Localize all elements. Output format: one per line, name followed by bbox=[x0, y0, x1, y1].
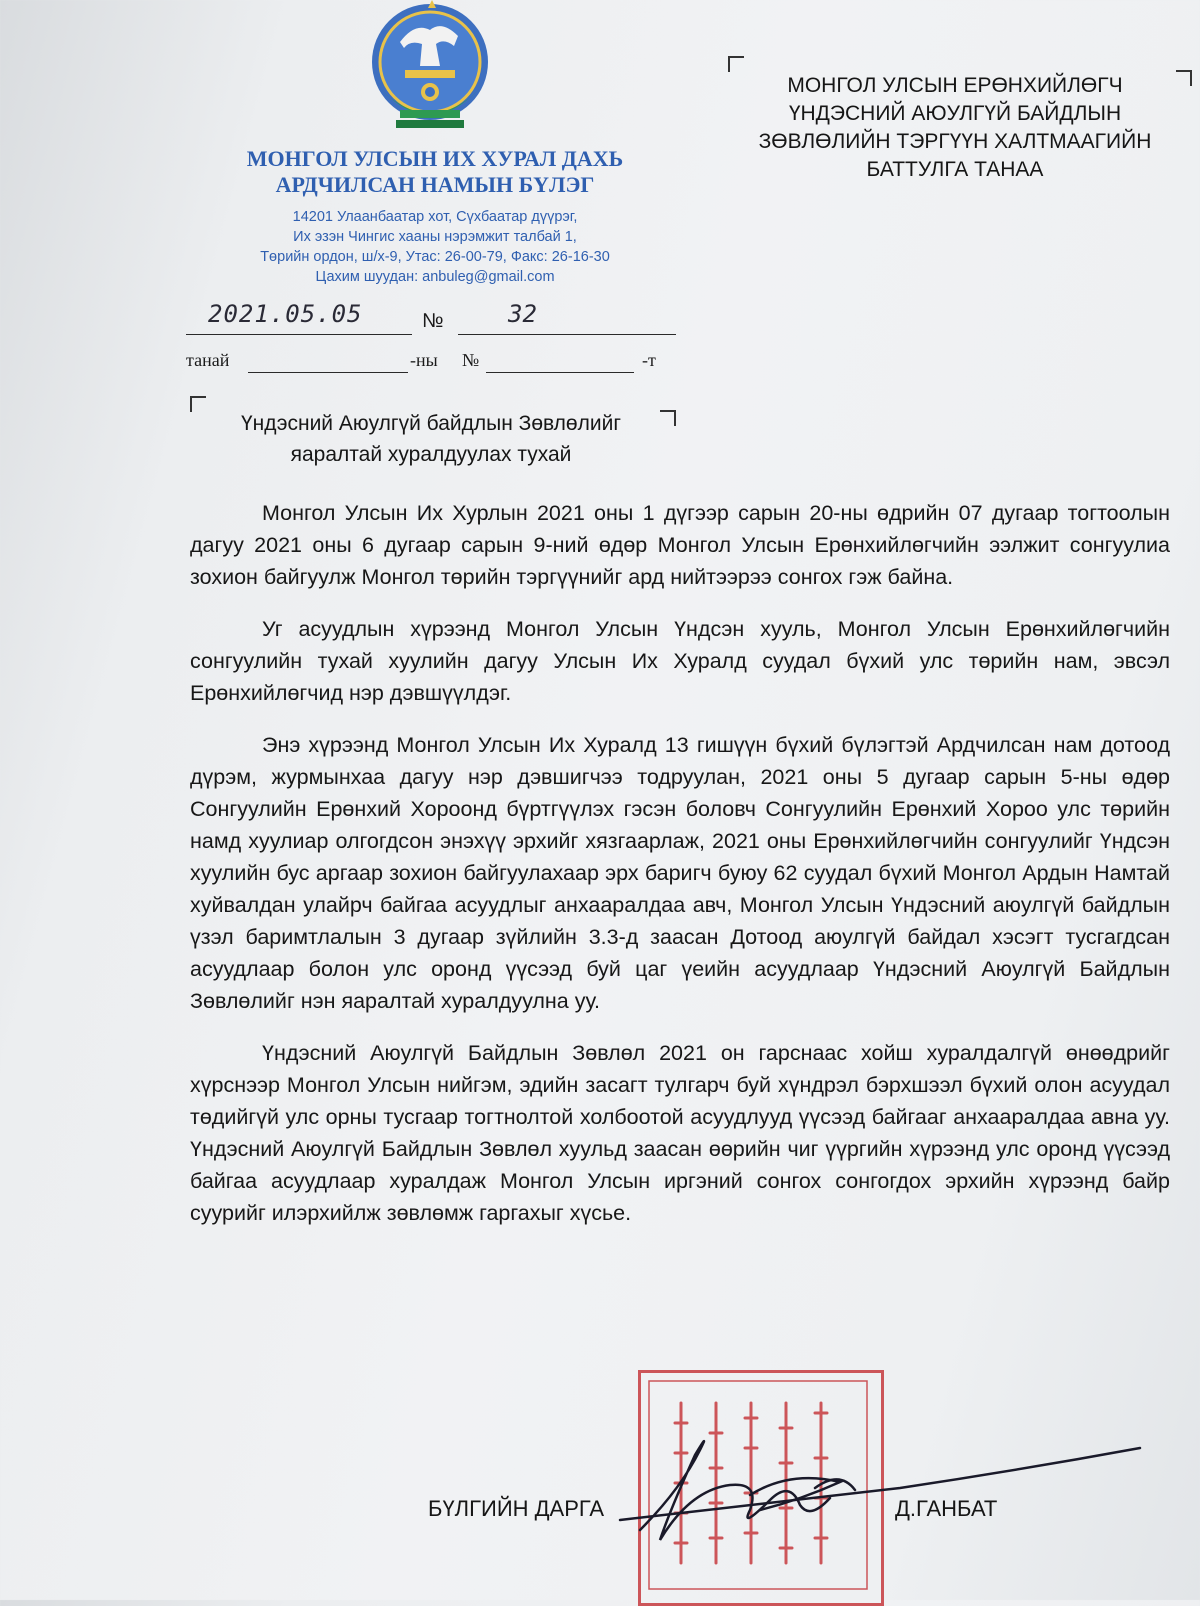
organization-name-line2: АРДЧИЛСАН НАМЫН БҮЛЭГ bbox=[275, 172, 595, 197]
address-line: Төрийн ордон, ш/х-9, Утас: 26-00-79, Факс: 26-16-30 bbox=[260, 249, 610, 265]
number-blank-line bbox=[458, 334, 676, 335]
letter-subject bbox=[186, 408, 676, 470]
ny-label: -ны bbox=[410, 350, 438, 370]
letter-number: 32 bbox=[508, 300, 537, 328]
organization-name bbox=[190, 146, 680, 198]
t-label: -т bbox=[642, 350, 656, 370]
subject-line1: Үндэсний Аюулгүй байдлын Зөвлөлийг bbox=[241, 412, 621, 435]
your-number-blank bbox=[486, 372, 634, 373]
addressee-line: ҮНДЭСНИЙ АЮУЛГҮЙ БАЙДЛЫН bbox=[788, 102, 1122, 125]
handwritten-signature bbox=[600, 1370, 1160, 1570]
addressee-line: МОНГОЛ УЛСЫН ЕРӨНХИЙЛӨГЧ bbox=[787, 74, 1123, 97]
reply-reference-line bbox=[186, 350, 676, 380]
address-line: Их эзэн Чингис хааны нэрэмжит талбай 1, bbox=[293, 229, 577, 245]
ref-number-label: № bbox=[462, 350, 480, 370]
state-emblem-icon bbox=[360, 0, 500, 135]
signatory-title: БҮЛГИЙН ДАРГА bbox=[428, 1496, 605, 1521]
organization-address bbox=[205, 207, 665, 287]
addressee-corner-mark bbox=[728, 56, 744, 72]
body-paragraph: Үндэсний Аюулгүй Байдлын Зөвлөл 2021 он гарснаас хойш хуралдалгүй өнөөдрийг хүрснээр Монгол Улсын нийгэм, эдийн засагт тулгарч буй хүндрэл бэрхшээл бүхий олон асуудал төдийгүй улс орны тусгаар тогтнолтой холбоотой асуудлууд үүсээд байгааг анхааралдаа авна уу. Үндэсний Аюулгүй Байдлын Зөвлөл хуульд заасан өөрийн чиг үүргийн хүрээнд улс оронд үүсээд байгаа асуудлаар хуралдаж Монгол Улсын иргэний сонгох сонгогдох эрхийн хүрээнд байр суурийг илэрхийлж зөвлөмж гаргахыг хүсье. bbox=[190, 1041, 1170, 1225]
your-date-blank bbox=[248, 372, 408, 373]
signatory-name: Д.ГАНБАТ bbox=[895, 1496, 998, 1521]
your-label: танай bbox=[186, 350, 230, 370]
body-paragraph: Монгол Улсын Их Хурлын 2021 оны 1 дүгээр сарын 20-ны өдрийн 07 дугаар тогтоолын дагуу 2021 оны 6 дугаар сарын 9-ний өдөр Монгол Улсын Ерөнхийлөгчийн ээлжит сонгуулиа зохион байгуулж Монгол төрийн тэргүүнийг ард нийтээрээ сонгох гэж байна. bbox=[190, 501, 1170, 589]
number-label: № bbox=[422, 310, 444, 332]
organization-name-line1: МОНГОЛ УЛСЫН ИХ ХУРАЛ ДАХЬ bbox=[246, 146, 624, 171]
date-blank-line bbox=[186, 334, 412, 335]
addressee-line: ЗӨВЛӨЛИЙН ТЭРГҮҮН ХАЛТМААГИЙН bbox=[758, 130, 1152, 153]
body-paragraph: Энэ хүрээнд Монгол Улсын Их Хуралд 13 гишүүн бүхий бүлэгтэй Ардчилсан нам дотоод дүрэм, журмынхаа дагуу нэр дэвшигчээ тодруулан, 2021 оны 5 дугаар сарын 5-ны өдөр Сонгуулийн Ерөнхий Хороонд бүртгүүлэх гэсэн боловч Сонгуулийн Ерөнхий Хороо улс төрийн намд хуулиар олгогдсон энэхүү эрхийг хязгаарлаж, 2021 оны Ерөнхийлөгчийн сонгуулийг Үндсэн хуулийн бус аргаар зохион байгуулахаар эрх баригч буюу 62 суудал бүхий Монгол Ардын Намтай хуйвалдан улайрч байгаа асуудлыг анхааралдаа авч, Монгол Улсын Үндэсний аюулгүй байдлын үзэл баримтлалын 3 дугаар зүйлийн 3.3-д заасан Дотоод аюулгүй байдал хэсэгт тусгагдсан асуудлаар болон улс оронд үүсээд буй цаг үеийн асуудлаар Үндэсний Аюулгүй Байдлын Зөвлөлийг нэн яаралтай хуралдуулна уу. bbox=[190, 733, 1170, 1013]
date-number-line bbox=[186, 300, 676, 336]
body-paragraph: Уг асуудлын хүрээнд Монгол Улсын Үндсэн хууль, Монгол Улсын Ерөнхийлөгчийн сонгуулийн тухай хуулийн дагуу Улсын Их Хуралд суудал бүхий улс төрийн нам, эвсэл Ерөнхийлөгчид нэр дэвшүүлдэг. bbox=[190, 617, 1170, 705]
addressee-line: БАТТУЛГА ТАНАА bbox=[866, 158, 1044, 181]
addressee-block bbox=[730, 72, 1180, 184]
subject-line2: яаралтай хуралдуулах тухай bbox=[290, 443, 572, 466]
address-line: 14201 Улаанбаатар хот, Сүхбаатар дүүрэг, bbox=[292, 209, 578, 225]
letter-body bbox=[190, 497, 1170, 1249]
letter-date: 2021.05.05 bbox=[208, 300, 363, 328]
address-email-line: Цахим шуудан: anbuleg@gmail.com bbox=[315, 269, 555, 285]
